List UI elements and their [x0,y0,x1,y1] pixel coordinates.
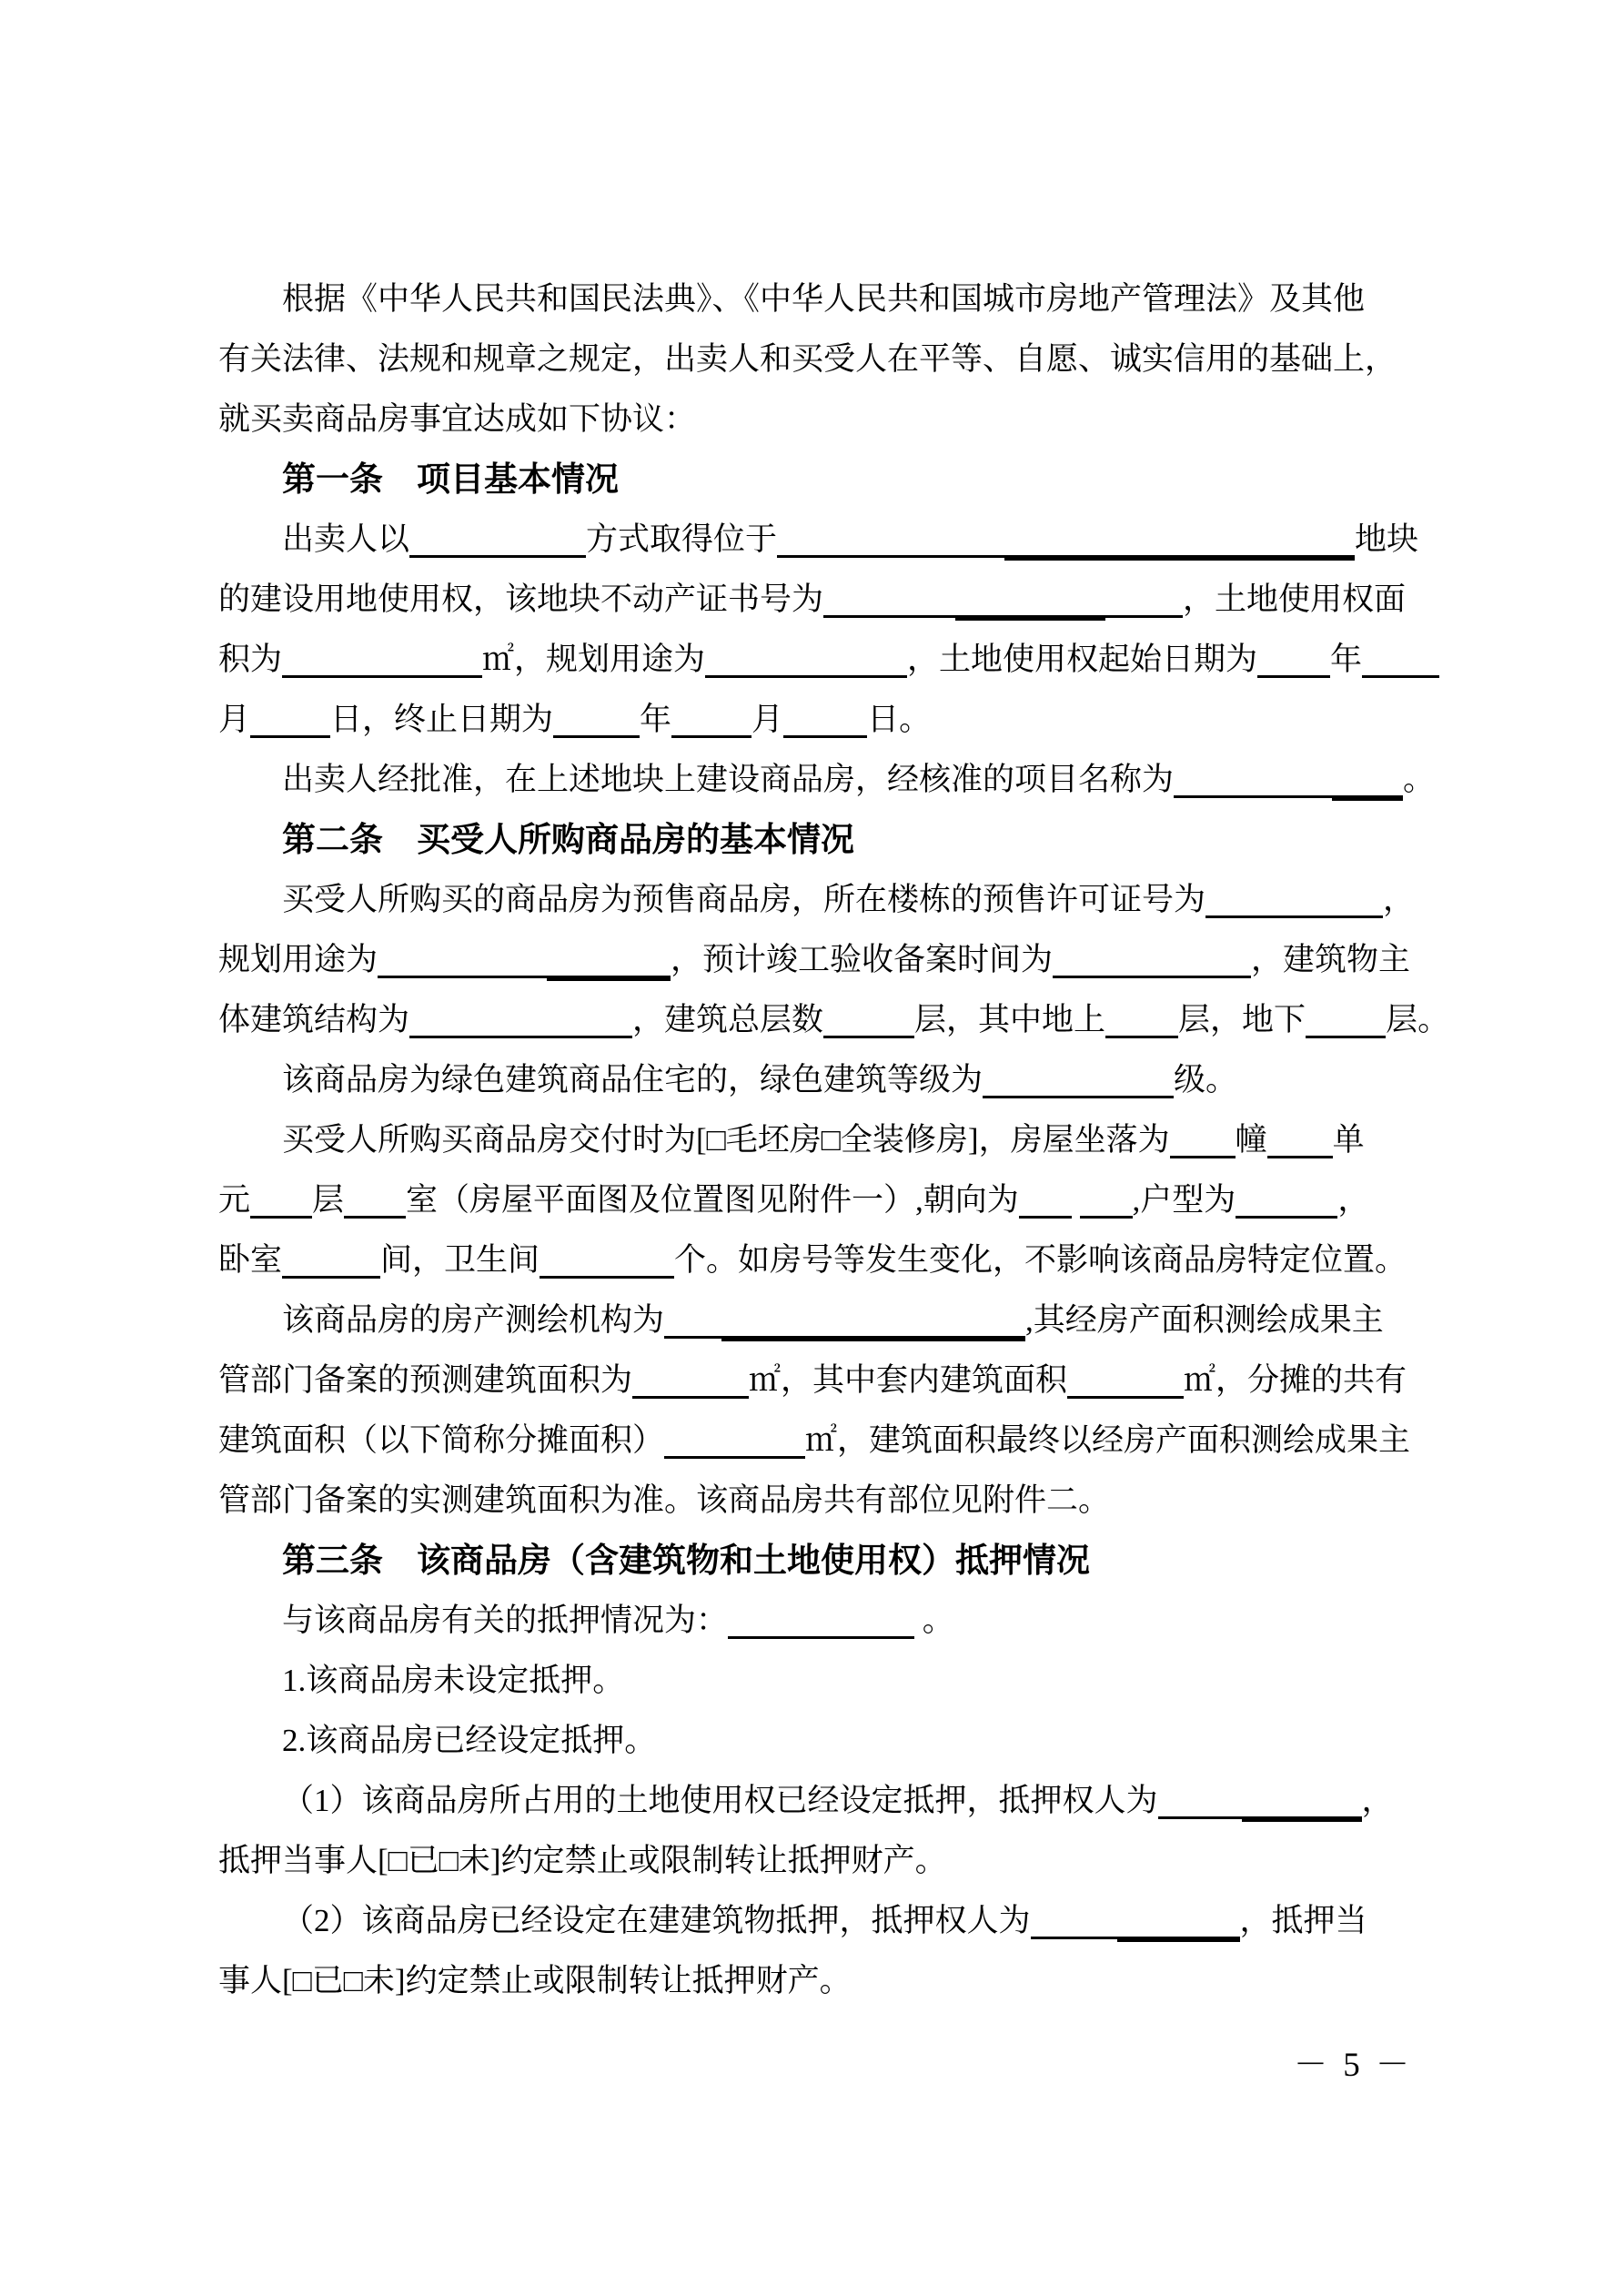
fill-in-blank [1362,644,1439,678]
text-run: 管部门备案的预测建筑面积为 [218,1362,633,1398]
text-run: ，抵押当 [1239,1903,1367,1938]
text-run: ， [1361,1783,1394,1818]
text-run: 建筑面积（以下简称分摊面积） [218,1422,665,1458]
text-run: 第一条 项目基本情况 [282,460,619,498]
document-body [218,269,1450,2011]
text-run: 买受人所购买的商品房为预售商品房，所在楼栋的预售许可证号为 [282,882,1206,917]
paragraph-line [218,1290,1410,1350]
fill-in-blank [728,1605,914,1639]
section-heading [218,810,1410,870]
text-run: ㎡，其中套内建筑面积 [749,1362,1068,1398]
fill-in-blank [378,945,547,978]
fill-in-blank [1170,1125,1236,1158]
paragraph-line [218,510,1419,570]
text-run: ，建筑总层数 [632,1002,824,1037]
text-run: 该商品房为绿色建筑商品住宅的，绿色建筑等级为 [282,1062,983,1097]
fill-in-blank [1257,644,1330,678]
paragraph-line [218,1350,1410,1411]
fill-in-blank [1205,885,1383,918]
fill-in-blank [955,582,1105,621]
paragraph-line [218,990,1450,1050]
paragraph-line [218,1651,1410,1711]
paragraph-line [218,690,1410,750]
fill-in-blank [1080,1185,1133,1219]
text-run: 2.该商品房已经设定抵押。 [282,1723,657,1758]
fill-in-blank [1105,584,1183,618]
text-run: 根据《中华人民共和国民法典》、《中华人民共和国城市房地产管理法》及其他 [282,281,1366,317]
fill-in-blank [1105,1005,1178,1038]
paragraph-line [218,570,1410,630]
text-run: 方式取得位于 [586,521,778,557]
text-run: ㎡，建筑面积最终以经房产面积测绘成果主 [805,1422,1411,1458]
fill-in-blank [409,524,586,558]
paragraph-line [218,1951,1410,2011]
fill-in-blank [1004,521,1355,561]
text-run: 层。 [1386,1002,1450,1037]
paragraph-line [218,1771,1410,1831]
text-run: 抵押当事人[□已□未]约定禁止或限制转让抵押财产。 [218,1843,947,1878]
text-run: 第二条 买受人所购商品房的基本情况 [282,821,854,858]
fill-in-blank [1306,1005,1386,1038]
fill-in-blank [1031,1906,1117,1939]
fill-in-blank [553,704,640,738]
text-run: 的建设用地使用权，该地块不动产证书号为 [218,582,824,617]
fill-in-blank [344,1185,406,1219]
section-heading [218,1531,1410,1591]
text-run: 就买卖商品房事宜达成如下协议： [218,401,697,437]
text-run: 层 [312,1182,345,1218]
fill-in-blank [705,644,907,678]
text-run: （1）该商品房所占用的土地使用权已经设定抵押，抵押权人为 [282,1783,1158,1818]
text-run: 单 [1332,1122,1365,1158]
text-run: 出卖人以 [282,521,410,557]
fill-in-blank [783,704,867,738]
paragraph-line [218,1411,1410,1471]
text-run: 第三条 该商品房（含建筑物和土地使用权）抵押情况 [282,1542,1090,1579]
paragraph-line [218,930,1410,990]
text-run: 该商品房的房产测绘机构为 [282,1302,665,1338]
text-run: 管部门备案的实测建筑面积为准。该商品房共有部位见附件二。 [218,1482,1111,1518]
paragraph-line [218,1591,1410,1651]
text-run: 。 [1403,762,1436,797]
text-run: 与该商品房有关的抵押情况为： [282,1603,729,1638]
fill-in-blank [1019,1185,1072,1219]
fill-in-blank [1117,1903,1240,1942]
text-run: ㎡，规划用途为 [482,642,706,677]
page-number: － 5 － [1294,2047,1413,2084]
fill-in-blank [823,1005,914,1038]
text-run: 规划用途为 [218,942,378,977]
text-run: 幢 [1235,1122,1267,1158]
paragraph-line [218,1110,1410,1170]
paragraph-line [218,630,1410,690]
fill-in-blank [1236,1185,1337,1219]
text-run: 有关法律、法规和规章之规定，出卖人和买受人在平等、自愿、诚实信用的基础上， [218,341,1397,377]
text-run: 1.该商品房未设定抵押。 [282,1663,625,1698]
text-run: ，建筑物主 [1251,942,1411,977]
text-run: 月 [218,702,251,737]
fill-in-blank [1267,1125,1333,1158]
text-run: 日。 [867,702,932,737]
fill-in-blank [282,1245,380,1279]
section-heading [218,450,1410,510]
paragraph-line [218,269,1410,329]
paragraph-line [218,1050,1410,1110]
text-run: 室（房屋平面图及位置图见附件一）,朝向为 [406,1182,1019,1218]
fill-in-blank [983,1065,1174,1098]
fill-in-blank [1242,1783,1362,1822]
text-run: 级。 [1174,1062,1238,1097]
text-run: ， [1383,882,1416,917]
fill-in-blank [1053,945,1251,978]
text-run: 积为 [218,642,283,677]
text-run: ， [1337,1182,1370,1218]
text-run: 层，其中地上 [914,1002,1106,1037]
paragraph-line [218,1711,1410,1771]
paragraph-line [218,750,1436,810]
fill-in-blank [664,1305,721,1339]
fill-in-blank [282,644,482,678]
text-run: 事人[□已□未]约定禁止或限制转让抵押财产。 [218,1963,852,1998]
fill-in-blank [1174,764,1332,798]
text-run: ，预计竣工验收备案时间为 [671,942,1054,977]
fill-in-blank [250,1185,312,1219]
text-run: 买受人所购买商品房交付时为[□毛坯房□全装修房]，房屋坐落为 [282,1122,1170,1158]
text-run: 年 [1330,642,1363,677]
fill-in-blank [540,1245,674,1279]
fill-in-blank [823,584,955,618]
fill-in-blank [409,1005,632,1038]
paragraph-line [218,870,1416,930]
paragraph-line [218,1831,1410,1891]
paragraph-line [218,1230,1410,1290]
fill-in-blank [721,1302,1025,1341]
fill-in-blank [777,524,1004,558]
fill-in-blank [1332,762,1403,801]
text-run: 日，终止日期为 [330,702,554,737]
paragraph-line [218,329,1410,389]
text-run [1072,1182,1080,1218]
text-run: ㎡，分摊的共有 [1184,1362,1407,1398]
fill-in-blank [671,704,751,738]
text-run: 层，地下 [1178,1002,1306,1037]
text-run: 间，卫生间 [380,1242,540,1278]
text-run: ，土地使用权起始日期为 [907,642,1258,677]
fill-in-blank [1067,1365,1184,1399]
paragraph-line [218,1471,1410,1531]
fill-in-blank [632,1365,749,1399]
paragraph-line [218,1170,1410,1230]
text-run: 地块 [1355,521,1419,557]
text-run: 个。如房号等发生变化，不影响该商品房特定位置。 [674,1242,1407,1278]
text-run: 体建筑结构为 [218,1002,410,1037]
paragraph-line [218,1891,1410,1951]
fill-in-blank [1158,1785,1242,1819]
paragraph-line [218,389,1410,450]
text-run: 。 [914,1603,954,1638]
fill-in-blank [250,704,330,738]
text-run: （2）该商品房已经设定在建建筑物抵押，抵押权人为 [282,1903,1031,1938]
text-run: ,户型为 [1132,1182,1236,1218]
text-run: 出卖人经批准，在上述地块上建设商品房，经核准的项目名称为 [282,762,1175,797]
text-run: 卧室 [218,1242,283,1278]
text-run: ,其经房产面积测绘成果主 [1025,1302,1384,1338]
fill-in-blank [547,942,671,981]
fill-in-blank [664,1425,805,1459]
text-run: 年 [640,702,672,737]
text-run: 元 [218,1182,251,1218]
text-run: ，土地使用权面 [1183,582,1407,617]
text-run: 月 [751,702,784,737]
